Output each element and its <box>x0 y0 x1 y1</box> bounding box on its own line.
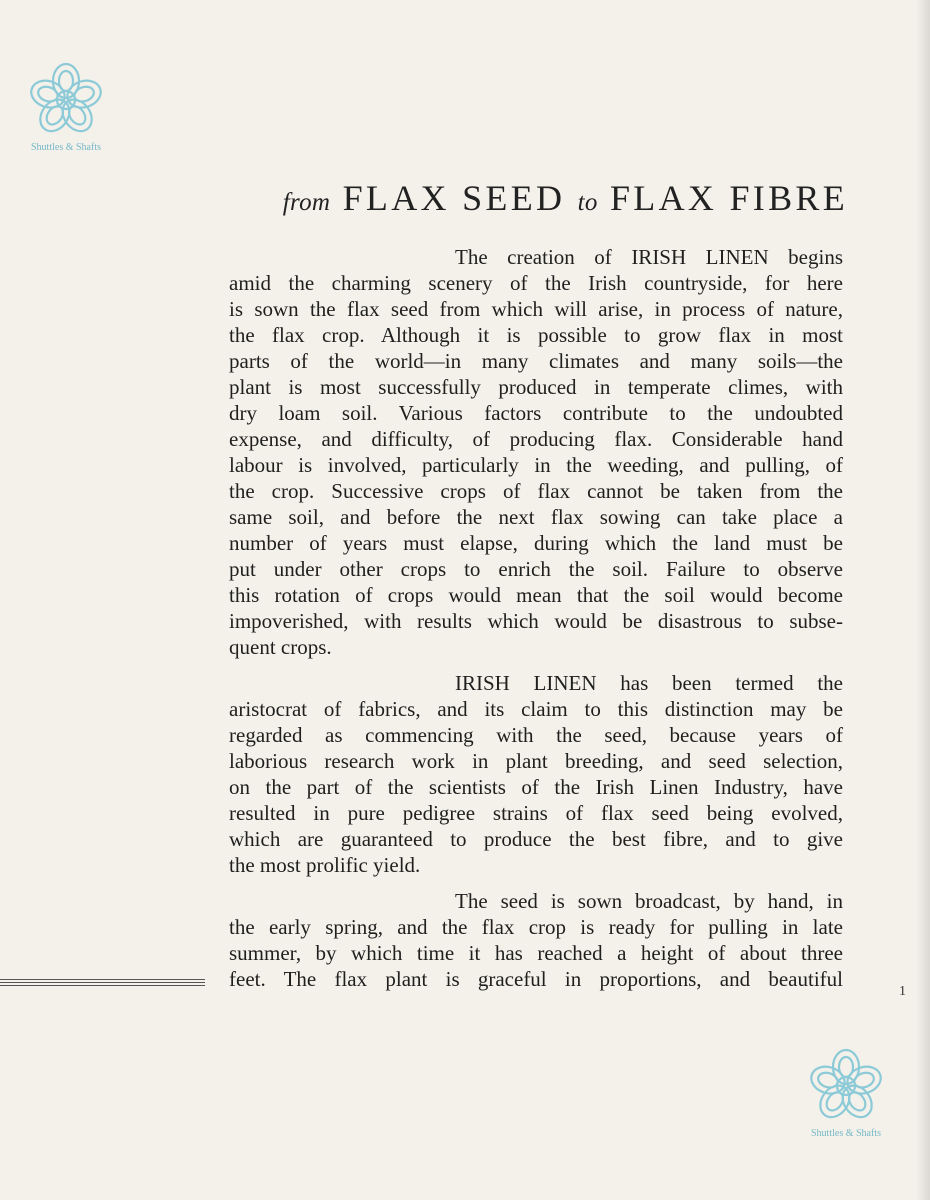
text-line: the early spring, and the flax crop is ready for pulling in late <box>229 915 843 939</box>
text-line: the flax crop. Although it is possible to grow flax in most <box>229 323 843 347</box>
text-line: parts of the world—in many climates and many soils—the <box>229 349 843 373</box>
page-number: 1 <box>899 984 906 999</box>
text-line: quent crops. <box>229 635 332 659</box>
text-line: number of years must elapse, during which the land must be <box>229 531 843 555</box>
title-flax-fibre: FLAX FIBRE <box>609 178 848 218</box>
text-line: feet. The flax plant is graceful in proportions, and beautiful <box>229 967 843 991</box>
paragraph-3 <box>229 888 843 992</box>
text-line: which are guaranteed to produce the best fibre, and to give <box>229 827 843 851</box>
knot-logo-icon <box>804 1046 888 1126</box>
title-flax-seed: FLAX SEED <box>342 178 566 218</box>
page-title <box>230 174 848 227</box>
paragraph-2 <box>229 670 843 878</box>
text-line: the most prolific yield. <box>229 853 421 877</box>
page-edge-shadow <box>916 0 930 1200</box>
text-line: aristocrat of fabrics, and its claim to this distinction may be <box>229 697 843 721</box>
title-from: from <box>282 189 331 216</box>
text-line: same soil, and before the next flax sowing can take place a <box>229 505 843 529</box>
text-line: is sown the flax seed from which will arise, in process of nature, <box>229 297 843 321</box>
watermark-logo-top <box>24 60 108 153</box>
text-line: laborious research work in plant breeding, and seed selection, <box>229 749 843 773</box>
body-text <box>229 244 843 992</box>
knot-logo-icon <box>24 60 108 140</box>
paragraph-1 <box>229 244 843 660</box>
watermark-logo-bottom <box>804 1046 888 1139</box>
text-line: this rotation of crops would mean that the soil would become <box>229 583 843 607</box>
margin-rule <box>0 979 205 988</box>
text-line: expense, and difficulty, of producing flax. Considerable hand <box>229 427 843 451</box>
text-line: The seed is sown broadcast, by hand, in <box>455 889 843 913</box>
text-line: impoverished, with results which would be disastrous to subse- <box>229 609 843 633</box>
text-line: the crop. Successive crops of flax cannot be taken from the <box>229 479 843 503</box>
logo-text: Shuttles & Shafts <box>810 1128 881 1139</box>
logo-text: Shuttles & Shafts <box>30 142 101 153</box>
text-line: summer, by which time it has reached a height of about three <box>229 941 843 965</box>
text-line: put under other crops to enrich the soil. Failure to observe <box>229 557 843 581</box>
text-line: dry loam soil. Various factors contribute to the undoubted <box>229 401 843 425</box>
text-line: labour is involved, particularly in the weeding, and pulling, of <box>229 453 843 477</box>
text-line: regarded as commencing with the seed, because years of <box>229 723 843 747</box>
text-line: The creation of IRISH LINEN begins <box>455 245 843 269</box>
text-line: plant is most successfully produced in temperate climes, with <box>229 375 843 399</box>
text-line: resulted in pure pedigree strains of flax seed being evolved, <box>229 801 843 825</box>
title-to: to <box>577 189 598 216</box>
text-line: IRISH LINEN has been termed the <box>455 671 843 695</box>
text-line: on the part of the scientists of the Irish Linen Industry, have <box>229 775 843 799</box>
text-line: amid the charming scenery of the Irish countryside, for here <box>229 271 843 295</box>
